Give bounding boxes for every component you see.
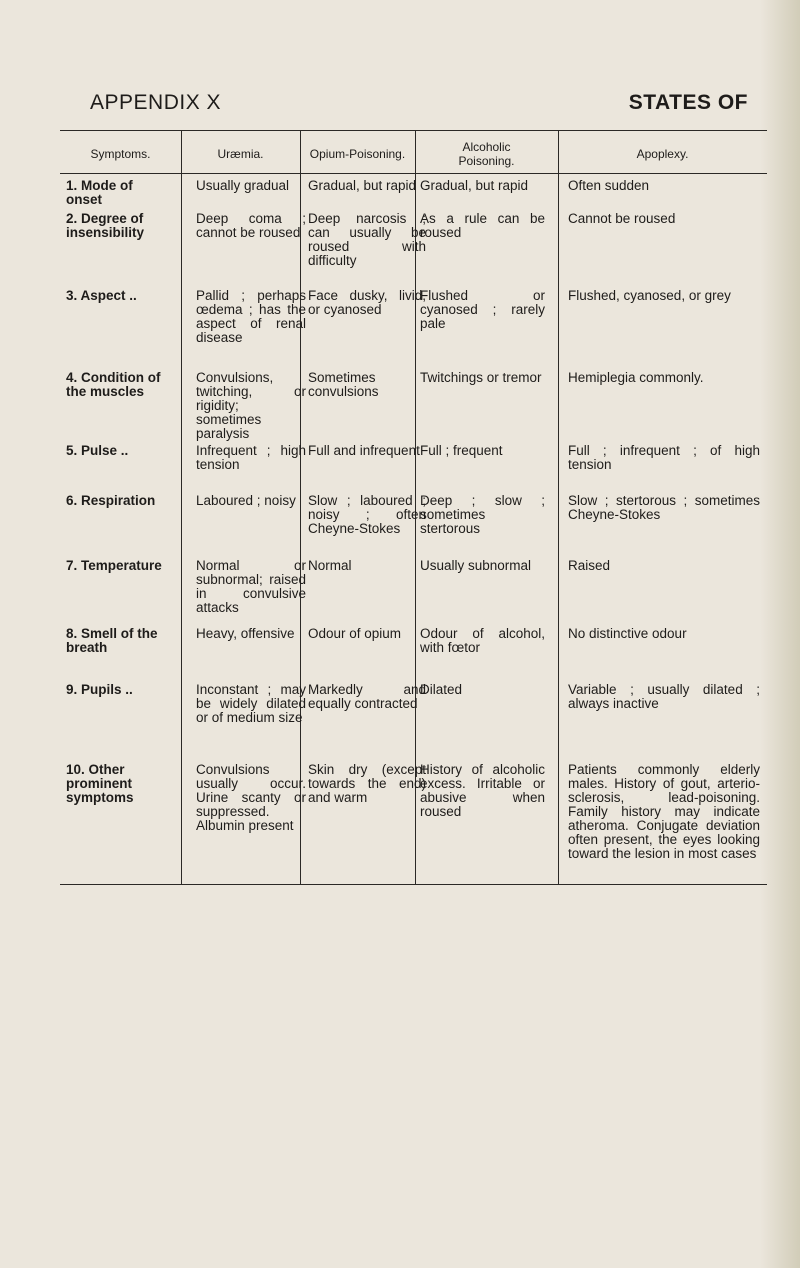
- apoplexy-cell: Often sudden: [568, 178, 650, 193]
- column-header-symptoms: Symptoms.: [90, 147, 151, 161]
- alcoholic-cell: Odour of alcohol, with fœtor: [420, 626, 545, 655]
- opium-cell: Slow ; laboured ; noisy ; often Cheyne-Stokes: [308, 493, 426, 536]
- column-header-apoplexy: Apoplexy.: [636, 147, 689, 161]
- column-divider: [558, 130, 559, 885]
- alcoholic-cell: Flushed or cyanosed ; rarely pale: [420, 288, 545, 331]
- alcoholic-cell: Gradual, but rapid: [420, 178, 529, 193]
- column-divider: [181, 130, 182, 885]
- uraemia-cell: Normal or subnormal; raised in convulsive attacks: [196, 558, 306, 615]
- alcoholic-cell: Usually subnormal: [420, 558, 532, 573]
- opium-cell: Markedly and equally contracted: [308, 682, 426, 711]
- uraemia-cell: Usually gradual: [196, 178, 290, 193]
- opium-cell: Normal: [308, 558, 352, 573]
- header-rule: [60, 173, 767, 174]
- running-head: [0, 91, 800, 119]
- uraemia-cell: Inconstant ; may be widely dilated or of medium size: [196, 682, 306, 725]
- apoplexy-cell: Hemiplegia commonly.: [568, 370, 704, 385]
- comparison-table: [60, 130, 767, 885]
- symptom-label: 7. Temperature: [66, 558, 162, 573]
- table-bottom-rule: [60, 884, 767, 885]
- uraemia-cell: Convulsions usually occur. Urine scanty or suppressed. Albumin present: [196, 762, 306, 833]
- symptom-label: 6. Respiration: [66, 493, 156, 508]
- opium-cell: Gradual, but rapid: [308, 178, 417, 193]
- alcoholic-cell: History of alcoholic excess. Irritable or abusive when roused: [420, 762, 545, 819]
- symptom-label: 1. Mode of onset: [66, 178, 133, 207]
- apoplexy-cell: No distinctive odour: [568, 626, 687, 641]
- opium-cell: Full and infrequent: [308, 443, 420, 458]
- alcoholic-cell: Twitchings or tremor: [420, 370, 542, 385]
- uraemia-cell: Convulsions, twitching, or rigidity; sometimes paralysis: [196, 370, 306, 441]
- symptom-label: 3. Aspect ..: [66, 288, 137, 303]
- column-header-alcoholic: Alcoholic Poisoning.: [458, 140, 515, 168]
- symptom-label: 4. Condition of the muscles: [66, 370, 161, 399]
- apoplexy-cell: Flushed, cyanosed, or grey: [568, 288, 731, 303]
- uraemia-cell: Heavy, offensive: [196, 626, 295, 641]
- alcoholic-cell: Deep ; slow ; sometimes stertorous: [420, 493, 545, 536]
- apoplexy-cell: Full ; infrequent ; of high tension: [568, 443, 760, 472]
- alcoholic-cell: Dilated: [420, 682, 463, 697]
- apoplexy-cell: Patients commonly elderly males. History of gout, arterio-sclerosis, lead-poisoning. Family history may indicate atheroma. Conjugate deviation often present, the eyes looking toward the lesion in most cases: [568, 762, 760, 861]
- apoplexy-cell: Cannot be roused: [568, 211, 676, 226]
- running-head-right: STATES OF: [628, 91, 748, 114]
- opium-cell: Skin dry (except towards the end) and warm: [308, 762, 426, 805]
- uraemia-cell: Deep coma ; cannot be roused: [196, 211, 306, 240]
- apoplexy-cell: Slow ; stertorous ; sometimes Cheyne-Stokes: [568, 493, 760, 522]
- symptom-label: 2. Degree of insensibility: [66, 211, 145, 240]
- opium-cell: Deep narcosis ; can usually be roused with difficulty: [308, 211, 426, 268]
- opium-cell: Sometimes convulsions: [308, 370, 379, 399]
- alcoholic-cell: Full ; frequent: [420, 443, 503, 458]
- column-header-uraemia: Uræmia.: [217, 147, 264, 161]
- opium-cell: Face dusky, livid, or cyanosed: [308, 288, 426, 317]
- symptom-label: 5. Pulse ..: [66, 443, 129, 458]
- apoplexy-cell: Raised: [568, 558, 611, 573]
- apoplexy-cell: Variable ; usually dilated ; always inactive: [568, 682, 760, 711]
- column-header-opium: Opium-Poisoning.: [309, 147, 406, 161]
- opium-cell: Odour of opium: [308, 626, 402, 641]
- symptom-label: 9. Pupils ..: [66, 682, 133, 697]
- uraemia-cell: Infrequent ; high tension: [196, 443, 306, 472]
- symptom-label: 10. Other prominent symptoms: [66, 762, 134, 805]
- alcoholic-cell: As a rule can be roused: [420, 211, 545, 240]
- running-head-left: APPENDIX X: [90, 91, 222, 114]
- symptom-label: 8. Smell of the breath: [66, 626, 158, 655]
- uraemia-cell: Pallid ; perhaps œdema ; has the aspect of renal disease: [196, 288, 306, 345]
- uraemia-cell: Laboured ; noisy: [196, 493, 296, 508]
- table-top-rule: [60, 130, 767, 131]
